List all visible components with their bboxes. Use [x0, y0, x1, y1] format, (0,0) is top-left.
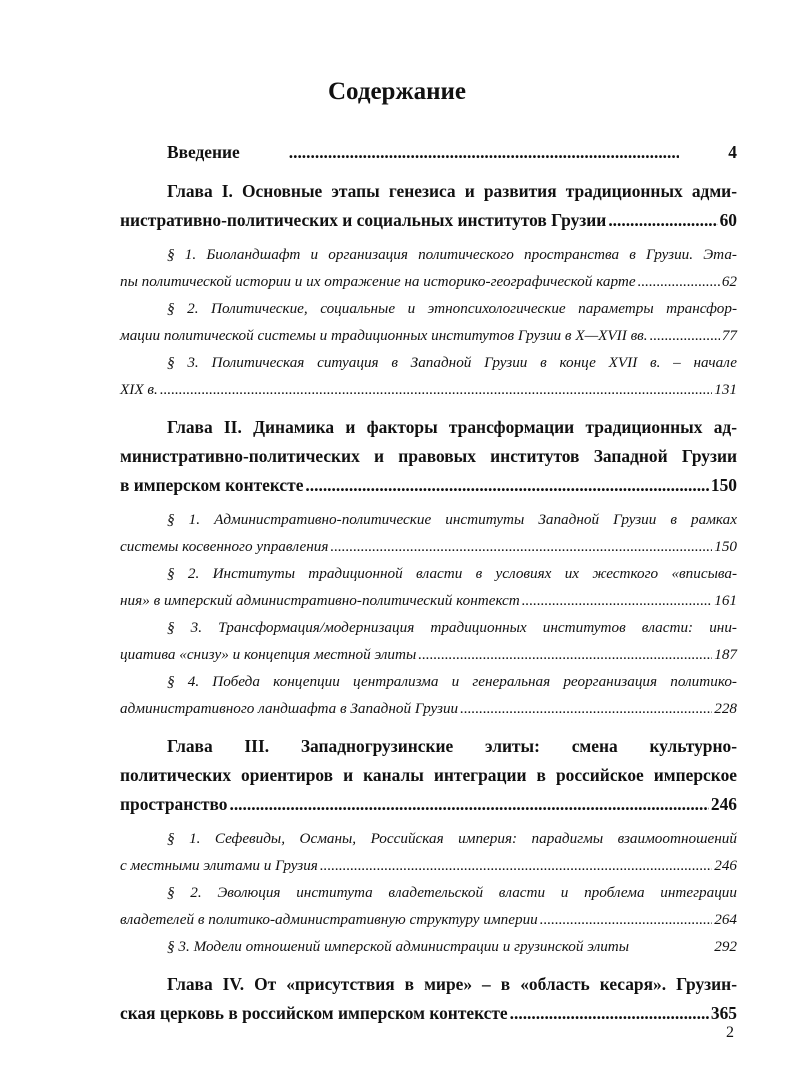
toc-page-number: 62: [721, 273, 737, 290]
toc-entry-ch2-section-4[interactable]: [120, 668, 737, 722]
toc-entry-line: § 2. Эволюция института владетельской власти и проблема интеграции: [167, 884, 737, 901]
toc-entry-line: § 1. Административно-политические институты Западной Грузии в рамках: [167, 511, 737, 528]
toc-page-number: 161: [714, 592, 737, 609]
toc-entry-line: § 2. Политические, социальные и этнопсихологические параметры трансфор-: [167, 300, 737, 317]
dot-leader: [330, 533, 712, 560]
toc-entry-text: в имперском контексте: [120, 475, 304, 495]
dot-leader: [510, 999, 709, 1028]
toc-entry-text: административного ландшафта в Западной Грузии: [120, 700, 459, 717]
toc-entry-line: Глава III. Западногрузинские элиты: смена культурно-: [167, 736, 737, 756]
toc-entry-ch2-section-3[interactable]: [120, 614, 737, 668]
toc-page-number: 246: [714, 857, 737, 874]
toc-entry-text: ния» в имперский административно-политический контекст: [120, 592, 520, 609]
toc-page-number: 365: [710, 1003, 737, 1023]
toc-entry-ch3-section-1[interactable]: [120, 825, 737, 879]
toc-entry-text: нистративно-политических и социальных институтов Грузии: [120, 210, 607, 230]
toc-entry-line: Глава IV. От «присутствия в мире» – в «область кесаря». Грузин-: [167, 974, 737, 994]
dot-leader: [305, 471, 708, 500]
toc-entry-text: XIX в.: [120, 381, 158, 398]
toc-entry-line: § 4. Победа концепции централизма и генеральная реорганизация политико-: [167, 673, 737, 690]
toc-entry-chapter-4[interactable]: [120, 970, 737, 1028]
toc-entry-ch2-section-2[interactable]: [120, 560, 737, 614]
page-title: Содержание: [327, 78, 466, 105]
toc-entry-chapter-1[interactable]: [120, 177, 737, 235]
toc-page-number: 131: [714, 381, 737, 398]
toc-entry-line: Глава II. Динамика и факторы трансформации традиционных ад-: [167, 417, 737, 437]
dot-leader: [229, 790, 708, 819]
dot-leader: [418, 641, 712, 668]
toc-entry-line: § 1. Сефевиды, Османы, Российская империя: парадигмы взаимоотношений: [167, 830, 737, 847]
page-number: 2: [726, 1024, 734, 1041]
toc-entry-text: Введение: [167, 142, 240, 162]
toc-page-number: 150: [710, 475, 737, 495]
toc-page-number: 4: [728, 142, 737, 162]
toc-page-number: 77: [721, 327, 737, 344]
toc-entry-text: § 3. Модели отношений имперской администрации и грузинской элиты: [167, 938, 630, 955]
dot-leader: [522, 587, 712, 614]
dot-leader: [320, 852, 712, 879]
toc-page-number: 150: [714, 538, 737, 555]
toc-entry-line: § 3. Трансформация/модернизация традиционных институтов власти: ини-: [167, 619, 737, 636]
toc-entry-ch1-section-2[interactable]: [120, 295, 737, 349]
toc-page-number: 264: [714, 911, 737, 928]
table-of-contents: [120, 138, 737, 1028]
toc-entry-ch3-section-2[interactable]: [120, 879, 737, 933]
toc-entry-text: владетелей в политико-административную структуру империи: [120, 911, 538, 928]
dot-leader: [160, 376, 712, 403]
toc-entry-text: ская церковь в российском имперском контексте: [120, 1003, 508, 1023]
toc-entry-text: циатива «снизу» и концепция местной элиты: [120, 646, 417, 663]
dot-leader: [631, 933, 665, 960]
toc-entry-text: пространство: [120, 794, 228, 814]
toc-page-number: 60: [719, 210, 737, 230]
dot-leader: [650, 322, 720, 349]
toc-entry-chapter-2[interactable]: [120, 413, 737, 500]
dot-leader: [242, 138, 680, 167]
toc-page-number: 292: [714, 938, 737, 955]
toc-page-number: 228: [714, 700, 737, 717]
toc-entry-ch1-section-3[interactable]: [120, 349, 737, 403]
toc-page-number: 187: [714, 646, 737, 663]
toc-entry-text: системы косвенного управления: [120, 538, 329, 555]
dot-leader: [638, 268, 720, 295]
toc-entry-chapter-3[interactable]: [120, 732, 737, 819]
dot-leader: [608, 206, 717, 235]
toc-entry-text: мации политической системы и традиционных институтов Грузии в X—XVII вв.: [120, 327, 648, 344]
toc-entry-ch3-section-3[interactable]: [120, 933, 737, 960]
toc-entry-line: § 3. Политическая ситуация в Западной Грузии в конце XVII в. – начале: [167, 354, 737, 371]
toc-entry-text: пы политической истории и их отражение на историко-географической карте: [120, 273, 636, 290]
toc-page-number: 246: [710, 794, 737, 814]
toc-entry-introduction[interactable]: [120, 138, 737, 167]
toc-entry-line: § 2. Институты традиционной власти в условиях их жесткого «вписыва-: [167, 565, 737, 582]
toc-entry-line: министративно-политических и правовых институтов Западной Грузии: [120, 446, 737, 466]
toc-entry-line: § 1. Биоландшафт и организация политического пространства в Грузии. Эта-: [167, 246, 737, 263]
toc-entry-text: с местными элитами и Грузия: [120, 857, 318, 874]
dot-leader: [540, 906, 712, 933]
dot-leader: [460, 695, 712, 722]
toc-entry-ch1-section-1[interactable]: [120, 241, 737, 295]
toc-entry-ch2-section-1[interactable]: [120, 506, 737, 560]
toc-entry-line: политических ориентиров и каналы интеграции в российское имперское: [120, 765, 737, 785]
toc-entry-line: Глава I. Основные этапы генезиса и развития традиционных адми-: [167, 181, 737, 201]
